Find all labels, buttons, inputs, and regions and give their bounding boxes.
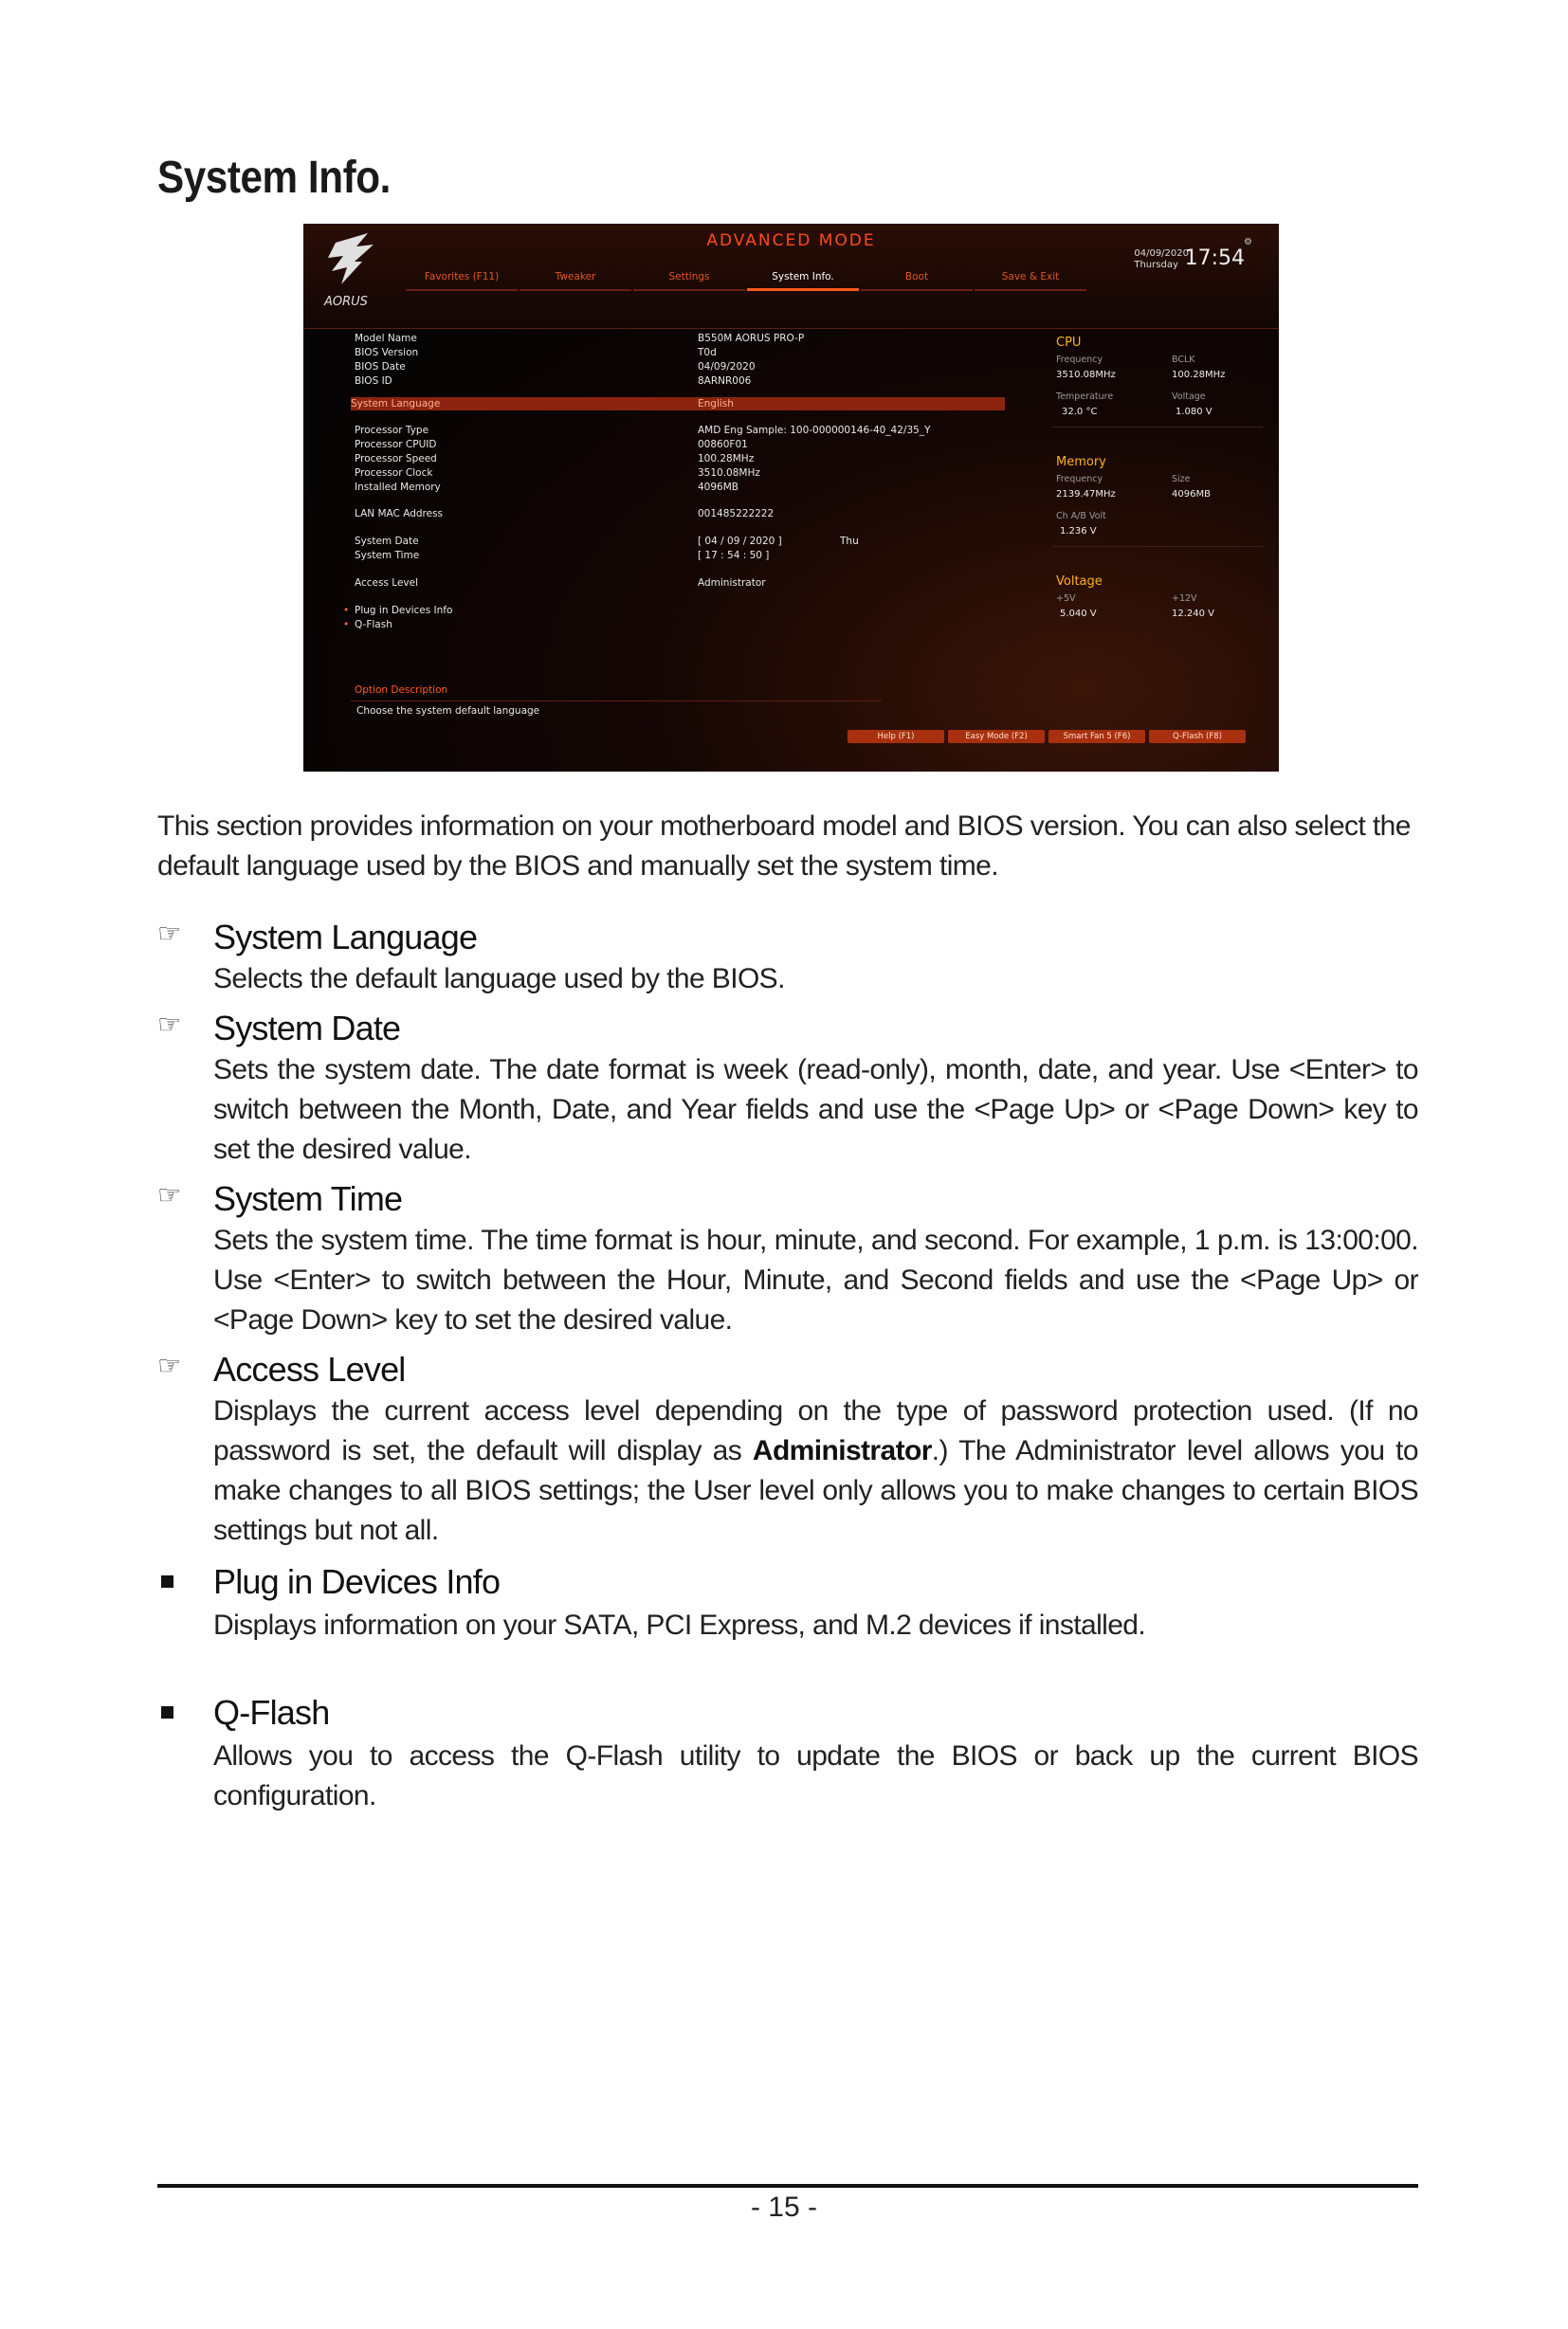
aorus-brand-text: AORUS (324, 295, 368, 309)
row-processor-cpuid (355, 438, 1037, 451)
section-heading: Plug in Devices Info (213, 1562, 501, 1601)
bios-tab-bar (406, 271, 1088, 291)
option-description-label: Option Description (355, 684, 448, 696)
row-processor-speed (355, 452, 1037, 465)
row-label: Access Level (355, 577, 418, 589)
row-label: Processor CPUID (355, 439, 437, 450)
row-processor-type (355, 424, 1037, 437)
voltage-5v-value: 5.040 V (1060, 609, 1097, 619)
row-weekday: Thu (840, 536, 859, 547)
row-value: 4096MB (698, 482, 738, 493)
cpu-temperature-value: 32.0 °C (1062, 407, 1098, 417)
row-access-level (355, 576, 1037, 590)
memory-heading: Memory (1056, 455, 1106, 469)
row-q-flash[interactable] (343, 618, 1037, 631)
page-title: System Info. (157, 153, 391, 203)
intro-paragraph: This section provides information on your motherboard model and BIOS version. You can also select the default language used by the BIOS and manually set the system time. (157, 810, 1411, 882)
cpu-frequency-label: Frequency (1056, 355, 1103, 365)
row-value: 04/09/2020 (698, 361, 756, 373)
footer-rule (157, 2184, 1418, 2188)
row-label: BIOS Date (355, 361, 406, 373)
row-lan-mac (355, 507, 1037, 520)
row-value: T0d (698, 347, 717, 358)
row-model-name (355, 332, 1037, 345)
row-value: 8ARNR006 (698, 375, 752, 387)
black-square-icon (161, 1706, 173, 1719)
row-label: BIOS Version (355, 347, 419, 358)
tab-tweaker[interactable]: Tweaker (520, 271, 631, 291)
memory-size-label: Size (1172, 474, 1191, 484)
row-label: System Time (355, 550, 420, 561)
submenu-bullet-icon: • (343, 605, 350, 616)
cpu-frequency-value: 3510.08MHz (1056, 370, 1116, 380)
pointing-hand-icon: ☞ (157, 919, 182, 948)
item-text-before: Displays the current access level depending on the type of password protection used. (If no password is set, the default will display as (213, 1395, 1418, 1466)
bios-date-text: 04/09/2020 (1134, 248, 1189, 259)
bios-screenshot (303, 224, 1279, 772)
row-processor-clock (355, 466, 1037, 480)
row-label: Processor Speed (355, 453, 437, 464)
row-system-date[interactable] (355, 535, 1037, 548)
row-value: 3510.08MHz (698, 467, 760, 479)
tab-boot[interactable]: Boot (861, 271, 973, 291)
memory-chab-value: 1.236 V (1060, 526, 1097, 537)
row-label: System Date (355, 536, 419, 547)
bios-mode-label: ADVANCED MODE (706, 231, 876, 250)
voltage-12v-label: +12V (1172, 593, 1197, 604)
help-button[interactable]: Help (F1) (848, 730, 944, 743)
pointing-hand-icon: ☞ (157, 1180, 182, 1210)
black-square-icon (161, 1575, 173, 1588)
row-system-language[interactable] (351, 397, 1005, 410)
bios-date (1134, 248, 1189, 271)
item-text: Sets the system time. The time format is hour, minute, and second. For example, 1 p.m. is 13:00:00. Use <Enter> to switch between the Hour, Minute, and Second fields and use the <Page Up> or <Page Down> key to set the desired value. (213, 1225, 1418, 1336)
row-label: Installed Memory (355, 482, 441, 493)
item-text: Selects the default language used by the BIOS. (213, 963, 785, 994)
row-label: System Language (351, 398, 441, 409)
row-label: Plug in Devices Info (355, 605, 453, 616)
voltage-heading: Voltage (1056, 574, 1103, 589)
row-label: Processor Type (355, 425, 429, 436)
row-value[interactable]: [ 04 / 09 / 2020 ] (698, 536, 782, 547)
bios-weekday-text: Thursday (1134, 260, 1178, 270)
memory-frequency-value: 2139.47MHz (1056, 489, 1116, 500)
bios-clock: 17:54 (1184, 246, 1245, 270)
gear-icon[interactable]: ⚙ (1244, 237, 1252, 247)
row-value: AMD Eng Sample: 100-000000146-40_42/35_Y (698, 425, 931, 436)
row-label: Q-Flash (355, 619, 392, 630)
row-value: 00860F01 (698, 439, 748, 450)
row-bios-id (355, 374, 1037, 388)
memory-chab-label: Ch A/B Volt (1056, 511, 1106, 521)
row-installed-memory (355, 481, 1037, 494)
item-text-bold: Administrator (752, 1435, 932, 1466)
divider (1052, 546, 1263, 547)
memory-size-value: 4096MB (1172, 489, 1211, 500)
row-label: Model Name (355, 333, 417, 344)
easy-mode-button[interactable]: Easy Mode (F2) (948, 730, 1045, 743)
pointing-hand-icon: ☞ (157, 1010, 182, 1039)
bios-top-bar (303, 224, 1279, 329)
row-system-time[interactable] (355, 549, 1037, 562)
cpu-bclk-label: BCLK (1172, 355, 1195, 365)
row-value: 100.28MHz (698, 453, 755, 464)
smart-fan-button[interactable]: Smart Fan 5 (F6) (1048, 730, 1145, 743)
row-bios-version (355, 346, 1037, 359)
section-heading: Q-Flash (213, 1693, 330, 1732)
cpu-heading: CPU (1056, 336, 1082, 350)
voltage-12v-value: 12.240 V (1172, 609, 1215, 619)
item-heading: System Language (213, 918, 478, 956)
option-description-text: Choose the system default language (356, 705, 540, 717)
tab-favorites[interactable]: Favorites (F11) (406, 271, 518, 291)
submenu-bullet-icon: • (343, 619, 350, 630)
item-text: Sets the system date. The date format is week (read-only), month, date, and year. Use <Enter> to switch between the Month, Date, and Year fields and use the <Page Up> or <Page Down> key to set the desired value. (213, 1054, 1418, 1165)
tab-settings[interactable]: Settings (633, 271, 745, 291)
item-heading: System Date (213, 1009, 401, 1047)
row-value: 001485222222 (698, 508, 775, 519)
row-bios-date (355, 360, 1037, 373)
memory-frequency-label: Frequency (1056, 474, 1103, 484)
row-label: LAN MAC Address (355, 508, 444, 519)
item-text-after: .) The Administrator level allows you to make changes to all BIOS settings; the User level only allows you to make changes to certain BIOS settings but not all. (213, 1435, 1418, 1546)
item-heading: Access Level (213, 1350, 406, 1389)
page-number: - 15 - (750, 2192, 818, 2223)
row-plug-in-devices[interactable] (343, 604, 1037, 617)
function-key-bar (848, 730, 1249, 743)
cpu-bclk-value: 100.28MHz (1172, 370, 1226, 380)
row-value[interactable]: [ 17 : 54 : 50 ] (698, 550, 770, 561)
section-text: Allows you to access the Q-Flash utility to update the BIOS or back up the current BIOS configuration. (213, 1740, 1418, 1811)
cpu-temperature-label: Temperature (1056, 391, 1114, 402)
tab-save-exit[interactable]: Save & Exit (975, 271, 1086, 291)
item-heading: System Time (213, 1179, 403, 1218)
item-text (213, 1392, 1418, 1551)
cpu-voltage-label: Voltage (1172, 391, 1206, 402)
row-label: Processor Clock (355, 467, 433, 479)
voltage-5v-label: +5V (1056, 593, 1076, 604)
row-value: English (698, 398, 734, 409)
q-flash-button[interactable]: Q-Flash (F8) (1149, 730, 1246, 743)
cpu-voltage-value: 1.080 V (1176, 407, 1212, 417)
tab-system-info[interactable]: System Info. (747, 271, 859, 291)
row-value: B550M AORUS PRO-P (698, 333, 805, 344)
section-text: Displays information on your SATA, PCI Express, and M.2 devices if installed. (213, 1610, 1146, 1641)
row-label: BIOS ID (355, 375, 392, 387)
pointing-hand-icon: ☞ (157, 1351, 182, 1380)
divider (1052, 427, 1263, 428)
row-value: Administrator (698, 577, 766, 589)
